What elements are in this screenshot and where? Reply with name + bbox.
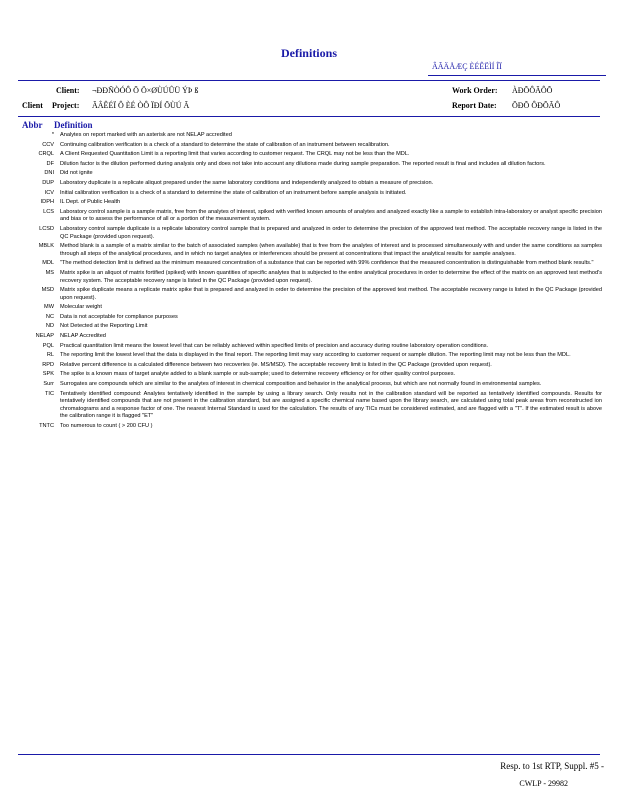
definition-abbr: DUP <box>42 179 54 186</box>
definition-text: Molecular weight <box>60 304 102 311</box>
header-garbled-text: ÂÃÄÅÆÇ ÈÉÊËÌÍ ÎÏ <box>432 62 502 71</box>
definition-text: Surrogates are compounds which are similar to the analytes of interest in chemical composition and behavior in the analytical process, but which are not normally found in environmental samples. <box>60 381 542 388</box>
work-order-value: ÀÐÕÔÃÔÕ <box>512 86 553 95</box>
definition-row <box>12 381 602 389</box>
definition-abbr: DNI <box>44 170 54 177</box>
definition-text: Tentatively identified compound: Analytes tentatively identified in the sample by using a library search. Only results not in the calibration standard will be reported as tentatively identified compounds. Results for tentatively identified compounds that are not present in the calibration standard, but are assigned a specific chemical name based upon the library search, are calculated using total peak areas from reconstructed ion chromatograms and a response factor of one. The nearest Internal Standard is used for the calculation. The results of any TICs must be considered estimated, and are flagged with a "T". If the estimated result is above the calibration range it is flagged "ET" <box>60 390 602 420</box>
definition-abbr: MW <box>44 304 54 311</box>
definition-text: The reporting limit the lowest level that the data is displayed in the final report. The reporting limit may vary according to customer request or sample dilution. The reporting limit may not be less than the MDL. <box>60 352 571 359</box>
definition-text: Relative percent difference is a calculated difference between two recoveries (ie. MS/MSD). The acceptable recovery limit is listed in the QC Package (provided upon request). <box>60 361 492 368</box>
definition-row <box>12 132 602 140</box>
definition-row <box>12 151 602 159</box>
project-value: ÃÂÊÉÏ Ô ÈÉ ÒÔ ÏÐÍ ÕÙÚ Ã <box>92 101 190 110</box>
definition-row <box>12 352 602 360</box>
page-title: Definitions <box>280 46 337 60</box>
header-divider <box>18 116 600 117</box>
definition-text: NELAP Accredited <box>60 333 106 340</box>
definition-abbr: DF <box>46 160 54 167</box>
definition-row <box>12 161 602 169</box>
definition-row <box>12 199 602 207</box>
definition-abbr: Surr <box>43 381 54 388</box>
footer-divider <box>18 754 600 755</box>
definition-text: Laboratory control sample duplicate is a replicate laboratory control sample that is prepared and analyzed in order to determine the precision of the approved test method. The acceptable recovery range is listed in the QC Package (provided upon request). <box>60 225 602 240</box>
definition-text: Too numerous to count ( > 200 CFU ) <box>60 423 153 429</box>
definition-abbr: MBLK <box>38 243 54 250</box>
definition-abbr: MS <box>45 269 54 276</box>
definition-abbr: SPK <box>42 371 54 378</box>
definition-row <box>12 323 602 331</box>
definition-text: Matrix spike is an aliquot of matrix fortified (spiked) with known quantities of specific analytes that is subjected to the entire analytical procedures in order to determine the effect of the matrix on an approved test method's recovery system. The acceptable recovery range is listed in the QC Package (provided upon request). <box>60 269 602 284</box>
client-value: ¬ÐÐÑÒÓÔ Õ Ö×ØÙÚÛÜ ÝÞ ß <box>92 86 199 95</box>
header-rule <box>428 75 606 76</box>
top-divider <box>18 80 600 81</box>
definitions-list <box>12 132 602 433</box>
definition-row <box>12 304 602 312</box>
definition-row <box>12 287 602 302</box>
definition-abbr: RL <box>46 352 54 359</box>
definition-abbr: MSD <box>41 287 54 294</box>
definition-abbr: ICV <box>44 189 54 196</box>
definition-row <box>12 243 602 258</box>
definition-row <box>12 362 602 370</box>
definition-text: Matrix spike duplicate means a replicate matrix spike that is prepared and analyzed in order to determine the precision of the approved test method. The acceptable recovery range is listed in the QC Package (provided upon request). <box>60 287 602 301</box>
definition-text: Laboratory control sample is a sample matrix, free from the analytes of interest, spiked with verified known amounts of analytes and analyzed exactly like a sample to establish intra-laboratory or analyst specific precision and bias or to assess the performance of all or a portion of the measurement system. <box>60 208 602 223</box>
definition-text: Practical quantitation limit means the lowest level that can be reliably achieved within specified limits of precision and accuracy during routine laboratory operation conditions. <box>60 342 489 349</box>
definition-text: Data is not acceptable for compliance purposes <box>60 313 178 320</box>
abbr-column-header: Abbr <box>22 120 43 130</box>
definition-text: "The method detection limit is defined as the minimum measured concentration of a substance that can be reported with 99% confidence that the measured concentration is distinguishable from method blank results." <box>60 260 594 267</box>
definition-abbr: * <box>51 132 54 138</box>
definition-abbr: NELAP <box>35 333 54 340</box>
definition-row <box>12 270 602 285</box>
definition-row <box>12 423 602 431</box>
project-label: Project: <box>52 101 80 110</box>
definition-abbr: CRQL <box>38 151 54 158</box>
definition-abbr: LCS <box>43 208 54 215</box>
definition-abbr: CCV <box>42 141 54 148</box>
definition-text: Method blank is a sample of a matrix similar to the batch of associated samples (when available) that is free from the analytes of interest and is processed simultaneously with and under the same conditions as samples through all steps of the analytical procedures, and in which no target analytes or interferences should be present at concentrations that impact the analytical results for sample analyses. <box>60 243 602 257</box>
definition-row <box>12 260 602 268</box>
definition-text: Continuing calibration verification is a check of a standard to determine the state of calibration of an instrument between recalibration. <box>60 141 390 148</box>
definition-text: IL Dept. of Public Health <box>60 199 121 206</box>
definition-abbr: TNTC <box>39 423 54 429</box>
definition-abbr: MDL <box>42 260 54 267</box>
definition-abbr: RPD <box>42 361 54 368</box>
definition-row <box>12 209 602 224</box>
definition-abbr: NC <box>45 313 54 320</box>
definition-column-header: Definition <box>54 120 93 130</box>
definition-abbr: LCSD <box>39 225 54 232</box>
client-label: Client: <box>56 86 80 95</box>
definition-text: A Client Requested Quantitation Limit is a reporting limit that varies according to customer request. The CRQL may not be less than the MDL. <box>60 151 410 158</box>
definition-row <box>12 190 602 198</box>
definition-abbr: PQL <box>42 342 54 349</box>
report-date-value: ÕÐÕ ÔÐÕÃÔ <box>512 101 561 110</box>
footer-reference: Resp. to 1st RTP, Suppl. #5 - <box>500 761 604 771</box>
definition-text: The spike is a known mass of target analyte added to a blank sample or sub-sample; used to determine recovery efficiency or for other quality control purposes. <box>60 371 456 378</box>
work-order-label: Work Order: <box>452 86 498 95</box>
definition-row <box>12 226 602 241</box>
definition-abbr: ND <box>45 323 54 330</box>
definition-text: Dilution factor is the dilution performed during analysis only and does not take into account any dilutions made during sample preparation. The reported result is final and includes all dilution factors. <box>60 160 546 167</box>
footer-doc-id: CWLP - 29982 <box>519 779 568 788</box>
client-side-label: Client <box>22 101 43 110</box>
definition-row <box>12 142 602 150</box>
definition-row <box>12 170 602 178</box>
definition-text: Did not ignite <box>60 170 93 177</box>
definition-text: Initial calibration verification is a check of a standard to determine the state of calibration of an instrument before sample analysis is initiated. <box>60 189 407 196</box>
definition-row <box>12 314 602 322</box>
report-date-label: Report Date: <box>452 101 497 110</box>
definition-text: Laboratory duplicate is a replicate aliquot prepared under the same laboratory conditions and independently analyzed to obtain a measure of precision. <box>60 179 434 186</box>
definition-row <box>12 343 602 351</box>
definition-abbr: IDPH <box>40 199 54 206</box>
definition-abbr: TIC <box>44 390 54 397</box>
definition-row <box>12 371 602 379</box>
definition-row <box>12 391 602 421</box>
definition-row <box>12 180 602 188</box>
definition-text: Analytes on report marked with an asterisk are not NELAP accredited <box>60 132 232 138</box>
definition-text: Not Detected at the Reporting Limit <box>60 323 148 330</box>
definition-row <box>12 333 602 341</box>
